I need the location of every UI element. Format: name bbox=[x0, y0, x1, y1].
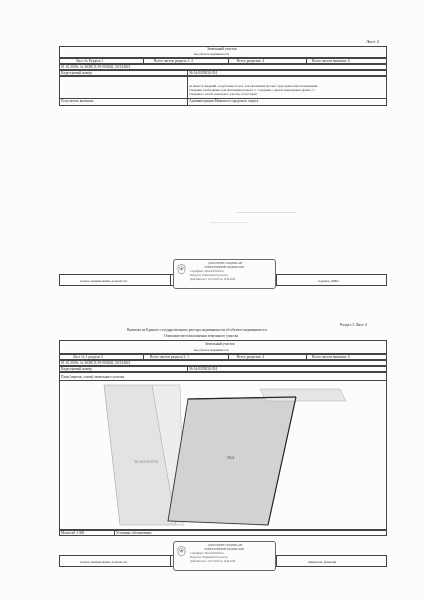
scale-value: Масштаб 1:300 bbox=[61, 531, 85, 535]
coat-of-arms-icon bbox=[176, 263, 187, 275]
object-type-caption: вид объекта недвижимости bbox=[194, 52, 229, 56]
object-type-caption: вид объекта недвижимости bbox=[194, 348, 229, 352]
document-subtitle: Описание местоположения земельного участка bbox=[164, 334, 239, 338]
signature-caption: инициалы, фамилия bbox=[308, 560, 337, 564]
stamp-line: Действителен с 10.01.2019 по 10.04.2020 bbox=[190, 278, 236, 281]
stamp-line: Владелец: Управление Росреестра bbox=[190, 274, 228, 277]
cadastral-number: 36:34:0203034:354 bbox=[189, 71, 218, 75]
cadastral-label: Кадастровый номер: bbox=[61, 367, 93, 371]
section-sheet-number: Раздел 3 Лист 4 bbox=[340, 322, 367, 327]
cadastral-label: Кадастровый номер: bbox=[61, 71, 93, 75]
stamp-subtitle: ЭЛЕКТРОННОЙ ПОДПИСЬЮ bbox=[204, 547, 245, 551]
sheets-all: Всего листов выписки: 6 bbox=[312, 355, 350, 359]
sections-total: Всего разделов: 4 bbox=[237, 59, 264, 63]
conventions-label: Условные обозначения: bbox=[116, 531, 152, 535]
request-date: 01.10.2019г. № 36/ИСХ/19-503628; 20/134021 bbox=[61, 361, 131, 365]
sheets-all: Всего листов выписки: 6 bbox=[312, 59, 350, 63]
neighbor-parcel-label: 36:34:0203034 bbox=[134, 459, 159, 464]
main-parcel bbox=[168, 397, 296, 525]
notes-line-1: не имеется сведений о подготовке отчета, для заполнения пустых строк нужно внести изменения bbox=[189, 84, 318, 88]
sheets-total: Всего листов раздела 3: 1 bbox=[150, 355, 189, 359]
main-parcel-label: :354 bbox=[226, 455, 234, 460]
stamp-subtitle: ЭЛЕКТРОННОЙ ПОДПИСЬЮ bbox=[204, 265, 245, 269]
official-caption: полное наименование должности bbox=[80, 560, 127, 564]
sheets-total: Всего листов раздела 1: 2 bbox=[154, 59, 193, 63]
stamp-title: ДОКУМЕНТ ПОДПИСАН bbox=[208, 543, 243, 547]
stamp-line: Владелец: Управление Росреестра bbox=[190, 556, 228, 559]
e-signature-stamp bbox=[173, 259, 276, 289]
object-type: Земельный участок bbox=[205, 342, 235, 346]
land-plot-plan bbox=[60, 381, 386, 529]
sections-total: Всего разделов: 4 bbox=[237, 355, 264, 359]
recipient-value: Администрация Минского городского округа bbox=[189, 99, 259, 103]
official-caption: полное наименование должности bbox=[80, 279, 127, 283]
plan-label: План (чертеж, схема) земельного участка bbox=[61, 375, 125, 379]
recipient-label: Получатель выписки: bbox=[61, 99, 94, 103]
request-date: 01.10.2019г. № 36/ИСХ/19-503628; 20/134021 bbox=[61, 65, 131, 69]
adjacent-strip bbox=[260, 389, 346, 401]
cadastral-number: 36:34:0203034:354 bbox=[189, 367, 218, 371]
signature-caption: подпись, ФИО bbox=[318, 279, 339, 283]
e-signature-stamp bbox=[173, 541, 276, 571]
document-title: Выписка из Единого государственного реестра недвижимости об объекте недвижимости bbox=[127, 328, 267, 332]
stamp-line: Сертификат: 00a2c4e07bfd3a1c bbox=[190, 270, 225, 273]
scale-row bbox=[59, 530, 387, 536]
notes-line-3: Сведения о частях земельного участка, отсутствуют bbox=[189, 92, 258, 96]
notes-line-2: Сведения, необходимые для заполнения раздела: 2 - Сведения о зарегистрированных правах, 3 - bbox=[189, 88, 316, 92]
stamp-line: Сертификат: 00a2c4e07bfd3a1c bbox=[190, 552, 225, 555]
object-type: Земельный участок bbox=[207, 47, 237, 51]
stamp-title: ДОКУМЕНТ ПОДПИСАН bbox=[208, 261, 243, 265]
sheet-number: Лист 2 bbox=[366, 39, 380, 44]
stamp-line: Действителен с 10.01.2019 по 10.04.2020 bbox=[190, 560, 236, 563]
coat-of-arms-icon bbox=[176, 545, 187, 557]
sheet-label: Лист № Раздела 1 bbox=[76, 59, 104, 63]
sheet-label: Лист № 1 раздела 3 bbox=[73, 355, 103, 359]
